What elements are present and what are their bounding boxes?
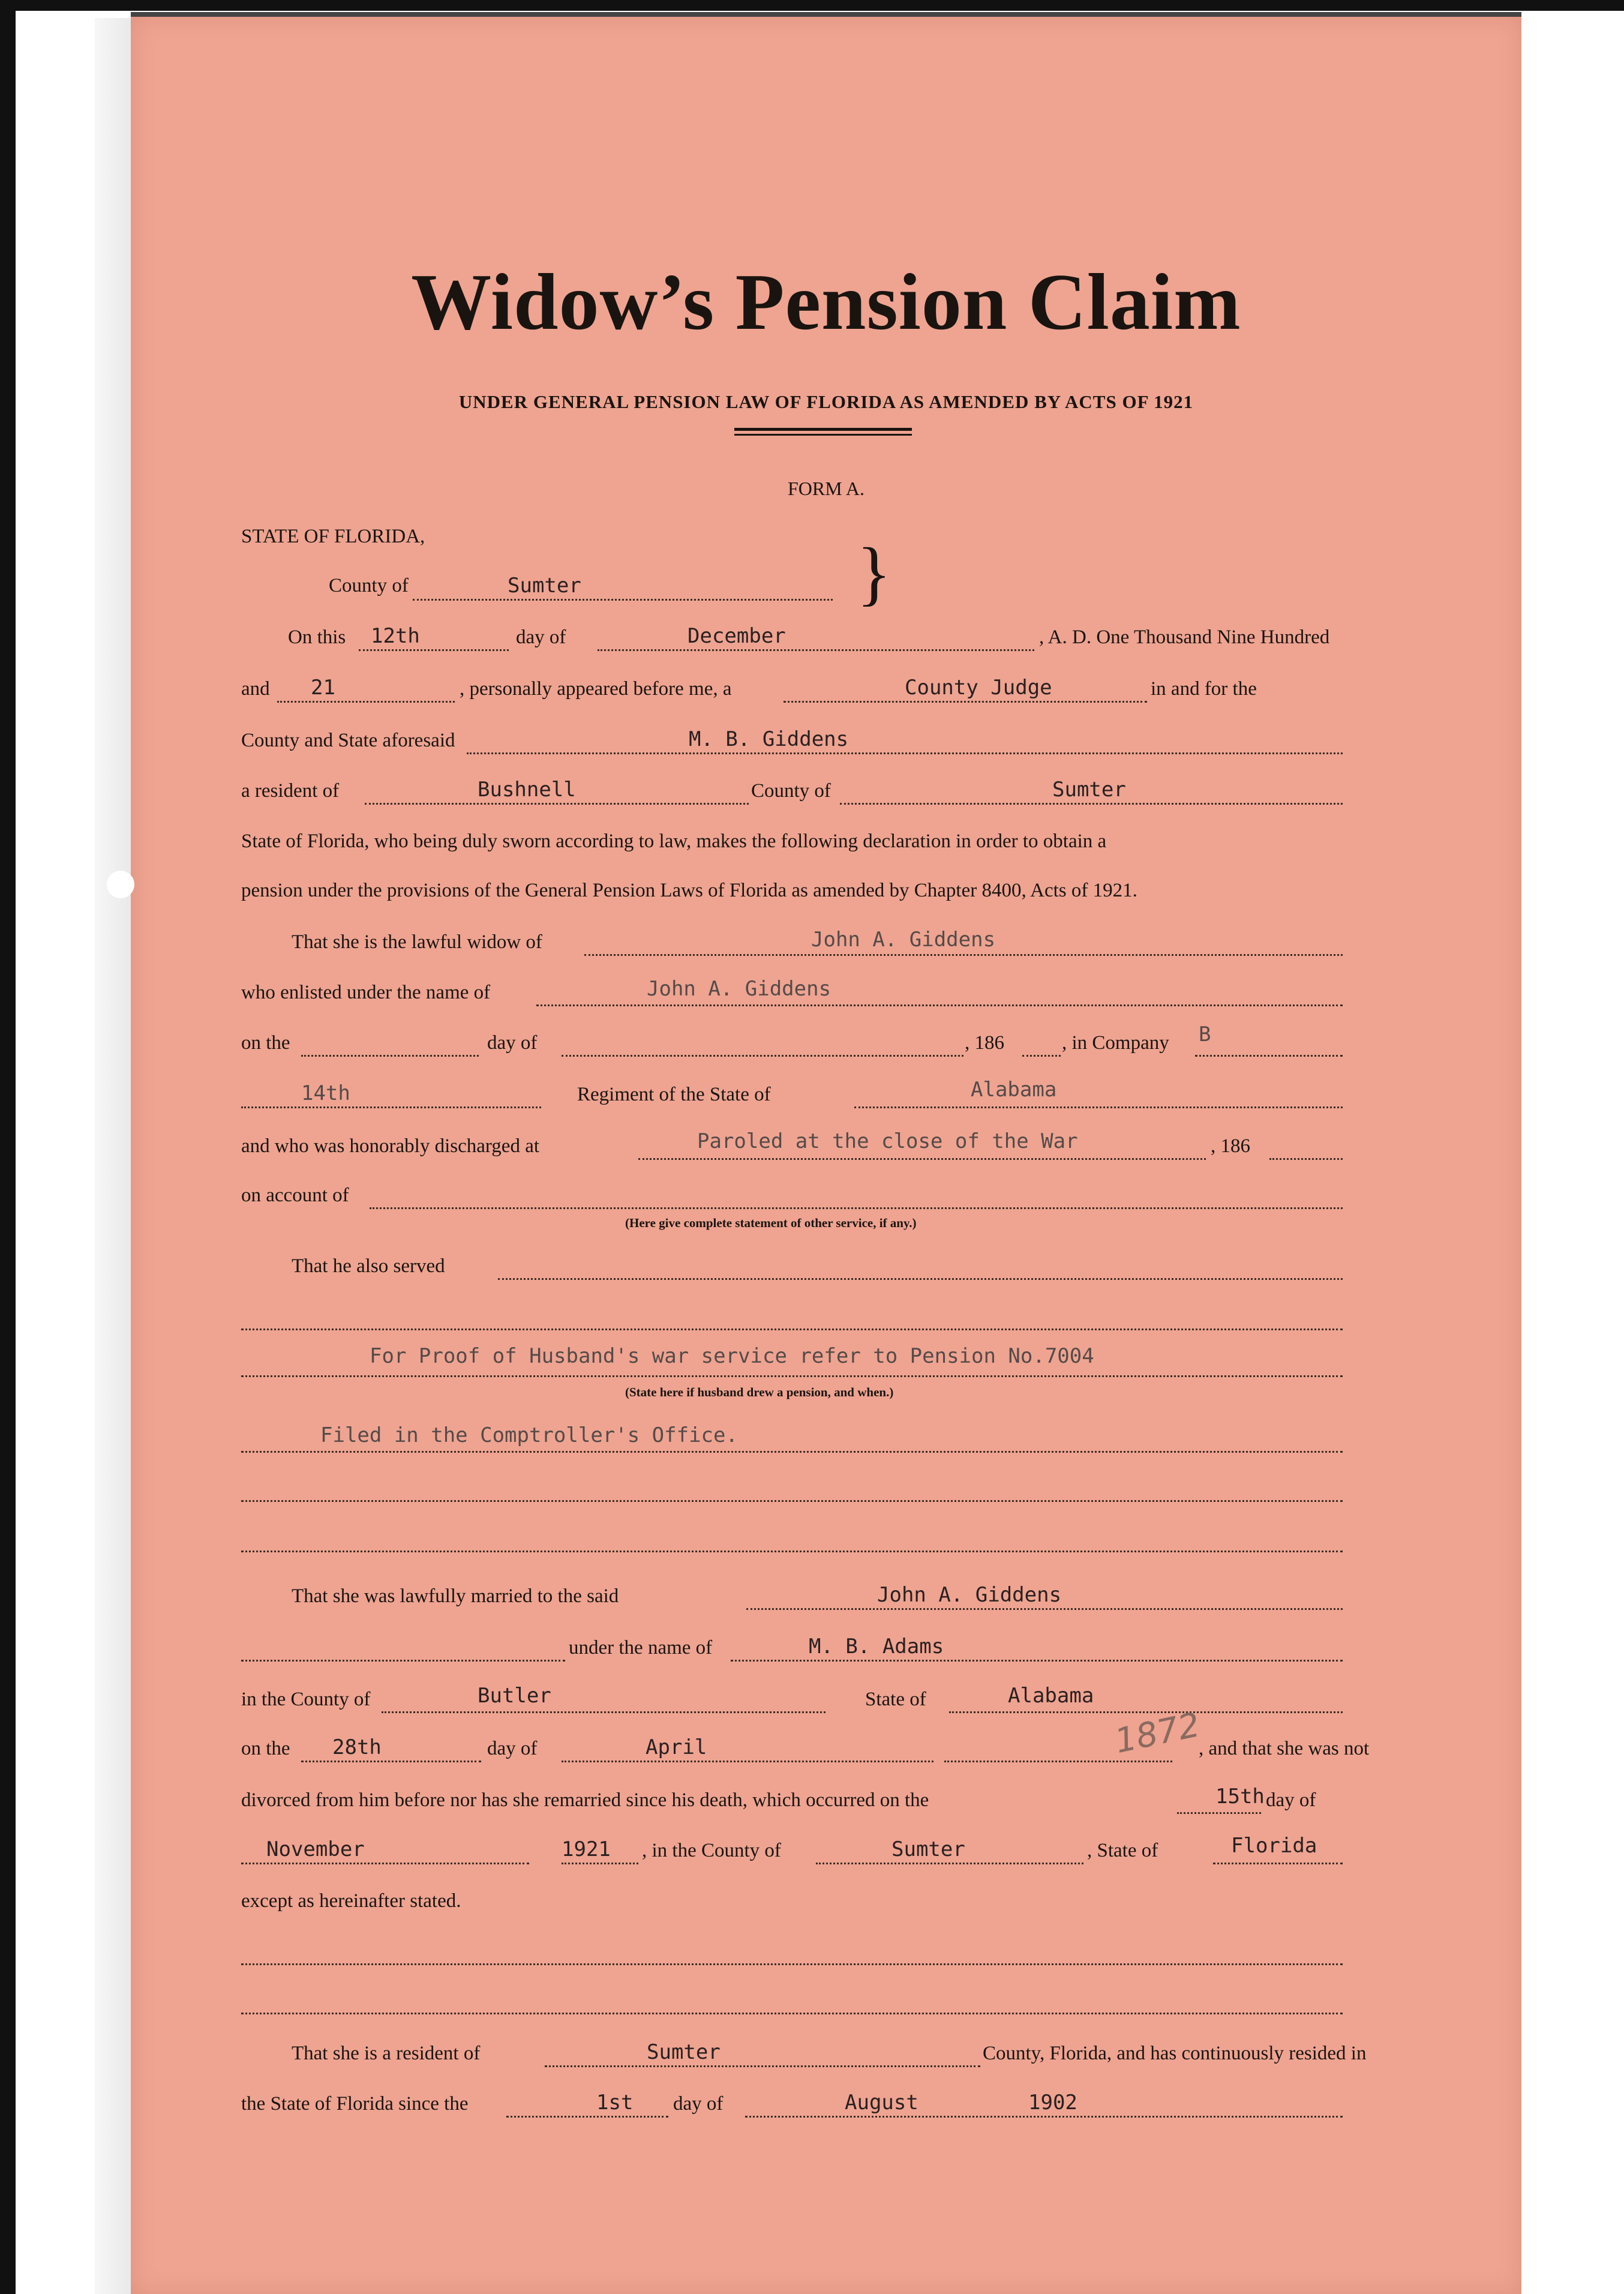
other-service-note: (Here give complete statement of other service, if any.) bbox=[625, 1216, 917, 1230]
state-label: STATE OF FLORIDA, bbox=[241, 526, 425, 547]
married-to-line bbox=[746, 1608, 1343, 1610]
bracket-symbol: } bbox=[857, 533, 891, 613]
on-this-label: On this bbox=[288, 626, 346, 648]
enlist-day-of-label: day of bbox=[487, 1032, 538, 1054]
paper-fold-edge bbox=[95, 18, 131, 2294]
regiment-label: Regiment of the State of bbox=[577, 1084, 771, 1105]
blank-line bbox=[241, 1963, 1343, 1965]
death-year-line bbox=[562, 1863, 638, 1864]
married-on-the-label: on the bbox=[241, 1738, 290, 1759]
month-line bbox=[598, 649, 1034, 651]
married-label: That she was lawfully married to the said bbox=[292, 1585, 619, 1607]
not-label: , and that she was not bbox=[1199, 1738, 1370, 1759]
discharged-year-label: , 186 bbox=[1211, 1135, 1250, 1157]
account-line bbox=[370, 1207, 1343, 1209]
proof-field[interactable]: For Proof of Husband's war service refer to Pension No.7004 bbox=[370, 1344, 1094, 1368]
state-married-field[interactable]: Alabama bbox=[1008, 1684, 1094, 1708]
married-day-line bbox=[301, 1761, 481, 1762]
county-florida-label: County, Florida, and has continuously resided in bbox=[983, 2043, 1367, 2064]
county-married-line bbox=[382, 1711, 825, 1713]
page-title: Widow’s Pension Claim bbox=[411, 257, 1241, 346]
ad-label: , A. D. One Thousand Nine Hundred bbox=[1039, 626, 1330, 648]
account-label: on account of bbox=[241, 1185, 349, 1206]
proof-line bbox=[241, 1375, 1343, 1377]
state-married-line bbox=[949, 1711, 1343, 1713]
since-day-of-label: day of bbox=[673, 2093, 724, 2115]
death-month-field[interactable]: November bbox=[266, 1837, 365, 1861]
death-state-field[interactable]: Florida bbox=[1231, 1834, 1317, 1858]
resident-florida-label: That she is a resident of bbox=[292, 2043, 481, 2064]
maiden-line bbox=[731, 1660, 1343, 1662]
married-to-field[interactable]: John A. Giddens bbox=[877, 1583, 1062, 1607]
married-day-of-label: day of bbox=[487, 1738, 538, 1759]
enlisted-label: who enlisted under the name of bbox=[241, 982, 491, 1003]
except-label: except as hereinafter stated. bbox=[241, 1890, 461, 1912]
discharged-line bbox=[638, 1158, 1206, 1160]
under-name-lead-line bbox=[241, 1660, 565, 1662]
discharged-label: and who was honorably discharged at bbox=[241, 1135, 540, 1157]
resident-florida-field[interactable]: Sumter bbox=[647, 2040, 721, 2064]
since-label: the State of Florida since the bbox=[241, 2093, 469, 2115]
page-subtitle: UNDER GENERAL PENSION LAW OF FLORIDA AS AMENDED BY ACTS OF 1921 bbox=[458, 391, 1194, 412]
since-day-line bbox=[506, 2116, 668, 2118]
filed-field[interactable]: Filed in the Comptroller's Office. bbox=[320, 1423, 738, 1447]
county-field[interactable]: Sumter bbox=[508, 574, 581, 598]
day-field[interactable]: 12th bbox=[371, 624, 420, 648]
since-month-field[interactable]: August bbox=[845, 2091, 918, 2115]
blank-line bbox=[241, 2013, 1343, 2014]
since-year-field[interactable]: 1902 bbox=[1028, 2091, 1077, 2115]
death-year-field[interactable]: 1921 bbox=[562, 1837, 611, 1861]
pension-note: (State here if husband drew a pension, and when.) bbox=[625, 1385, 894, 1399]
officer-field[interactable]: County Judge bbox=[905, 676, 1052, 700]
blank-line bbox=[241, 1329, 1343, 1330]
claimant-line bbox=[467, 752, 1343, 754]
married-month-field[interactable]: April bbox=[646, 1735, 707, 1759]
death-county-field[interactable]: Sumter bbox=[891, 1837, 965, 1861]
married-year-field[interactable]: 1872 bbox=[1111, 1705, 1203, 1762]
maiden-name-field[interactable]: M. B. Adams bbox=[809, 1635, 944, 1659]
company-line bbox=[1195, 1055, 1343, 1057]
county-of-label: County of bbox=[329, 575, 409, 596]
header-rule bbox=[734, 428, 912, 431]
county-married-field[interactable]: Butler bbox=[478, 1684, 551, 1708]
county-line bbox=[413, 599, 833, 601]
day-line bbox=[359, 649, 509, 651]
state-married-label: State of bbox=[865, 1689, 926, 1710]
regiment-line bbox=[241, 1106, 541, 1108]
enlisted-name-field[interactable]: John A. Giddens bbox=[647, 977, 831, 1001]
since-date-line bbox=[745, 2116, 1343, 2118]
resident-label: a resident of bbox=[241, 780, 340, 802]
death-state-label: , State of bbox=[1087, 1840, 1158, 1861]
filed-line bbox=[241, 1451, 1343, 1453]
county-married-label: in the County of bbox=[241, 1689, 371, 1710]
blank-line bbox=[241, 1500, 1343, 1502]
resident-florida-line bbox=[545, 2065, 980, 2067]
widow-label: That she is the lawful widow of bbox=[292, 931, 542, 953]
month-field[interactable]: December bbox=[688, 624, 786, 648]
discharged-year-line bbox=[1269, 1158, 1343, 1160]
also-served-label: That he also served bbox=[292, 1255, 445, 1277]
death-state-line bbox=[1213, 1863, 1343, 1864]
residence-county-line bbox=[840, 803, 1343, 805]
residence-field[interactable]: Bushnell bbox=[478, 778, 576, 802]
enlist-year-label: , 186 bbox=[965, 1032, 1004, 1054]
husband-name-field[interactable]: John A. Giddens bbox=[811, 928, 996, 952]
divorced-text: divorced from him before nor has she remarried since his death, which occurred on the bbox=[241, 1789, 929, 1811]
residence-line bbox=[365, 803, 749, 805]
appeared-label: , personally appeared before me, a bbox=[460, 678, 732, 700]
enlist-year-line bbox=[1022, 1055, 1061, 1057]
blank-line bbox=[241, 1551, 1343, 1552]
married-day-field[interactable]: 28th bbox=[332, 1735, 382, 1759]
death-day-field[interactable]: 15th bbox=[1215, 1785, 1265, 1809]
sworn-text: State of Florida, who being duly sworn according to law, makes the following declaration in order to obtain a bbox=[241, 830, 1107, 852]
residence-county-field[interactable]: Sumter bbox=[1052, 778, 1126, 802]
death-day-line bbox=[1177, 1812, 1261, 1814]
punch-hole bbox=[107, 871, 134, 898]
header-rule bbox=[734, 434, 912, 436]
death-county-line bbox=[816, 1863, 1083, 1864]
enlist-month-line bbox=[562, 1055, 963, 1057]
discharged-field[interactable]: Paroled at the close of the War bbox=[697, 1129, 1078, 1153]
claimant-name-field[interactable]: M. B. Giddens bbox=[689, 727, 849, 751]
regiment-state-line bbox=[854, 1106, 1343, 1108]
county-state-label: County and State aforesaid bbox=[241, 730, 455, 751]
regiment-field[interactable]: 14th bbox=[301, 1081, 350, 1105]
death-day-of-label: day of bbox=[1266, 1789, 1316, 1811]
under-name-label: under the name of bbox=[569, 1637, 713, 1659]
married-month-line bbox=[562, 1761, 933, 1762]
married-year-line bbox=[944, 1761, 1172, 1762]
on-the-label: on the bbox=[241, 1032, 290, 1054]
company-field[interactable]: B bbox=[1199, 1022, 1211, 1046]
in-and-for-label: in and for the bbox=[1151, 678, 1257, 700]
scanner-edge-top bbox=[0, 0, 1624, 11]
form-label: FORM A. bbox=[787, 478, 865, 499]
scanner-top-edge bbox=[131, 12, 1521, 17]
form-paper bbox=[131, 16, 1521, 2294]
year-field[interactable]: 21 bbox=[311, 676, 335, 700]
since-day-field[interactable]: 1st bbox=[596, 2091, 634, 2115]
regiment-state-field[interactable]: Alabama bbox=[971, 1078, 1057, 1102]
enlisted-line bbox=[536, 1004, 1343, 1006]
enlist-day-line bbox=[301, 1055, 479, 1057]
death-county-label: , in the County of bbox=[642, 1840, 781, 1861]
death-month-line bbox=[241, 1863, 529, 1864]
pension-text: pension under the provisions of the General Pension Laws of Florida as amended by Chapter 8400, Acts of 1921. bbox=[241, 880, 1137, 901]
officer-line bbox=[784, 701, 1147, 703]
also-served-line bbox=[498, 1278, 1343, 1280]
scanner-edge-left bbox=[0, 0, 16, 2294]
year-line bbox=[277, 701, 455, 703]
day-of-label: day of bbox=[516, 626, 566, 648]
company-label: , in Company bbox=[1062, 1032, 1169, 1054]
and-label: and bbox=[241, 678, 270, 700]
residence-county-label: County of bbox=[751, 780, 831, 802]
husband-line bbox=[584, 954, 1343, 956]
